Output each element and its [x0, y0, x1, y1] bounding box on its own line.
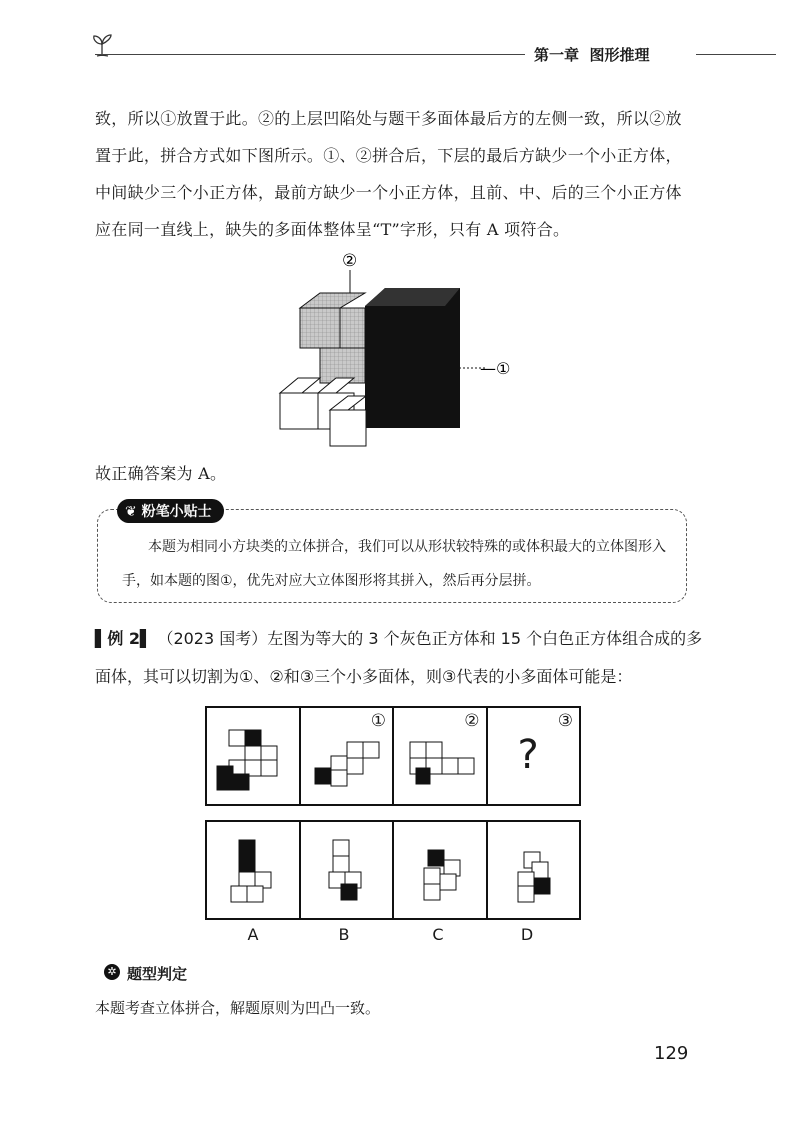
page-number: 129	[654, 1043, 689, 1064]
panel-original	[207, 708, 301, 804]
option-b-figure[interactable]	[301, 822, 395, 918]
tip-tag: ❦ 粉笔小贴士	[117, 499, 224, 523]
panel-piece-1: ①	[301, 708, 395, 804]
header-rule-right	[696, 54, 776, 56]
chapter-heading: 第一章 图形推理	[534, 46, 650, 64]
option-c[interactable]: C	[432, 925, 444, 944]
option-a-figure[interactable]	[207, 822, 301, 918]
option-c-figure[interactable]	[394, 822, 488, 918]
section-title: 题型判定	[127, 965, 188, 983]
tip-text: 本题为相同小方块类的立体拼合，我们可以从形状较特殊的或体积最大的立体图形入手，如本题的图①，优先对应大立体图形将其拼入，然后再分层拼。	[122, 539, 666, 589]
label-2: ②	[342, 251, 358, 271]
header-rule	[95, 54, 525, 56]
option-b[interactable]: B	[338, 925, 350, 944]
panel-piece-3: ③ ?	[517, 711, 573, 778]
panel-piece-2: ②	[394, 708, 488, 804]
solution-paragraph: 致，所以①放置于此。②的上层凹陷处与题干多面体最后方的左侧一致，所以②放置于此，拼合方式如下图所示。①、②拼合后，下层的最后方缺少一个小正方体，中间缺少三个小正方体，最前方缺少一个小正方体，且前、中、后的三个小正方体应在同一直线上，缺失的多面体整体呈“T”字形，只有 A 项符合。	[95, 109, 682, 239]
option-a[interactable]: A	[247, 925, 259, 944]
answer-text: 故正确答案为 A。	[95, 464, 227, 483]
sprout-icon: ❦	[125, 504, 142, 520]
gear-icon: ✲	[104, 964, 120, 980]
example-question: ▌例 2▌ （2023 国考）左图为等大的 3 个灰色正方体和 15 个白色正方体组合成的多面体，其可以切割为①、②和③三个小多面体，则③代表的小多面体可能是：	[95, 629, 703, 686]
option-d[interactable]: D	[520, 925, 534, 944]
assembly-figure	[270, 248, 520, 448]
option-d-figure[interactable]	[488, 822, 580, 918]
options-panel	[205, 820, 581, 920]
question-panel	[205, 706, 581, 806]
section-text: 本题考查立体拼合，解题原则为凹凸一致。	[95, 999, 381, 1017]
question-mark: ?	[517, 732, 539, 778]
original-solid	[207, 708, 297, 800]
example-tag: ▌例 2▌	[95, 629, 153, 648]
label-1: —①	[480, 359, 511, 378]
